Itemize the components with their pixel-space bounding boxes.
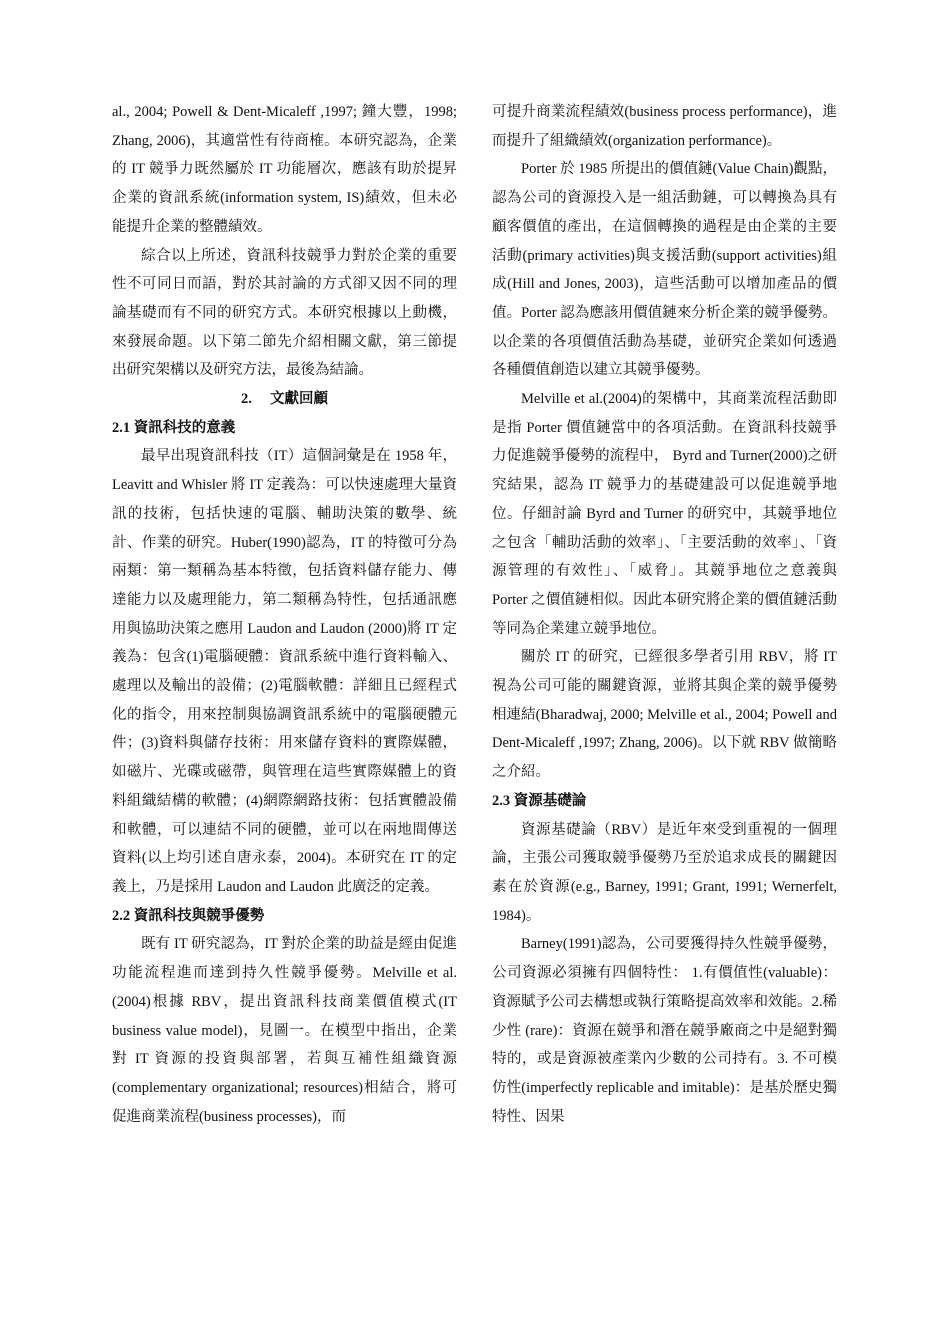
paragraph: 最早出現資訊科技（IT）這個詞彙是在 1958 年，Leavitt and Whisler 將 IT 定義為：可以快速處理大量資訊的技術，包括快速的電腦、輔助決策的數學、統計、作業的研究。Huber(1990)認為，IT 的特徵可分為兩類：第一類稱為基本特徵，包括資料儲存能力、傳達能力以及處理能力，第二類稱為特性，包括通訊應用與協助決策之應用 Laudon and Laudon (2000)將 IT 定義為：包含(1)電腦硬體：資訊系統中進行資料輸入、處理以及輸出的設備；(2)電腦軟體：詳細且已經程式化的指令，用來控制與協調資訊系統中的電腦硬體元件；(3)資料與儲存技術：用來儲存資料的實際媒體，如磁片、光碟或磁帶，與管理在這些實際媒體上的資料組織結構的軟體；(4)網際網路技術：包括實體設備和軟體，可以連結不同的硬體，並可以在兩地間傳送資料(以上均引述自唐永泰，2004)。本研究在 IT 的定義上，乃是採用 Laudon and Laudon 此廣泛的定義。: [112, 448, 457, 895]
section-heading-literature-review: 2. 文獻回顧: [241, 391, 328, 408]
paragraph: 可提升商業流程績效(business process performance)，進而提升了組織績效(organization performance)。: [492, 104, 837, 149]
paragraph: al., 2004; Powell & Dent-Micaleff ,1997; 鐘大豐，1998; Zhang, 2006)，其適當性有待商榷。本研究認為，企業的 IT 競爭力既然屬於 IT 功能層次，應該有助於提昇企業的資訊系統(information system, IS)績效，但未必能提升企業的整體績效。: [112, 104, 457, 235]
paragraph: 綜合以上所述，資訊科技競爭力對於企業的重要性不可同日而語，對於其討論的方式卻又因不同的理論基礎而有不同的研究方式。本研究根據以上動機，來發展命題。以下第二節先介紹相關文獻，第三節提出研究架構以及研究方法，最後為結論。: [112, 247, 457, 379]
paragraph: 關於 IT 的研究，已經很多學者引用 RBV，將 IT 視為公司可能的關鍵資源，並將其與企業的競爭優勢相連結(Bharadwaj, 2000; Melville et al., 2004; Powell and Dent-Micaleff ,1997; Zhang, 2006)。以下就 RBV 做簡略之介紹。: [492, 649, 837, 781]
paragraph: Barney(1991)認為，公司要獲得持久性競爭優勢，公司資源必須擁有四個特性： 1.有價值性(valuable)：資源賦予公司去構想或執行策略提高效率和效能。2.稀少性 (rare)：資源在競爭和潛在競爭廠商之中是絕對獨特的，或是資源被產業內少數的公司持有。3. 不可模仿性(imperfectly replicable and imitable)：是基於歷史獨特性、因果: [492, 936, 837, 1125]
paragraph: Porter 於 1985 所提出的價值鏈(Value Chain)觀點，認為公司的資源投入是一組活動鏈，可以轉換為具有顧客價值的產出，在這個轉換的過程是由企業的主要活動(primary activities)與支援活動(support activities)組成(Hill and Jones, 2003)，這些活動可以增加產品的價值。Porter 認為應該用價值鏈來分析企業的競爭優勢。以企業的各項價值活動為基礎，並研究企業如何透過各種價值創造以建立其競爭優勢。: [492, 161, 837, 379]
left-column: [112, 98, 457, 1131]
subsection-heading-2-2: 2.2 資訊科技與競爭優勢: [112, 907, 265, 924]
subsection-heading-2-1: 2.1 資訊科技的意義: [112, 419, 236, 436]
paragraph: Melville et al.(2004)的架構中，其商業流程活動即是指 Porter 價值鏈當中的各項活動。在資訊科技競爭力促進競爭優勢的流程中， Byrd and Turner(2000)之研究結果，認為 IT 競爭力的基礎建設可以促進競爭地位。仔細討論 Byrd and Turner 的研究中，其競爭地位之包含「輔助活動的效率」、「主要活動的效率」、「資源管理的有效性」、「威脅」。其競爭地位之意義與 Porter 之價值鏈相似。因此本研究將企業的價值鏈活動等同為企業建立競爭地位。: [492, 391, 837, 637]
paragraph: 既有 IT 研究認為，IT 對於企業的助益是經由促進功能流程進而達到持久性競爭優勢。Melville et al. (2004)根據 RBV，提出資訊科技商業價值模式(IT business value model)，見圖一。在模型中指出，企業對 IT 資源的投資與部署，若與互補性組織資源(complementary organizational; resources)相結合，將可促進商業流程(business processes)，而: [112, 936, 457, 1125]
right-column: [492, 98, 837, 1131]
paragraph: 資源基礎論（RBV）是近年來受到重視的一個理論，主張公司獲取競爭優勢乃至於追求成長的關鍵因素在於資源(e.g., Barney, 1991; Grant, 1991; Wernerfelt, 1984)。: [492, 821, 837, 924]
subsection-heading-2-3: 2.3 資源基礎論: [492, 792, 587, 809]
